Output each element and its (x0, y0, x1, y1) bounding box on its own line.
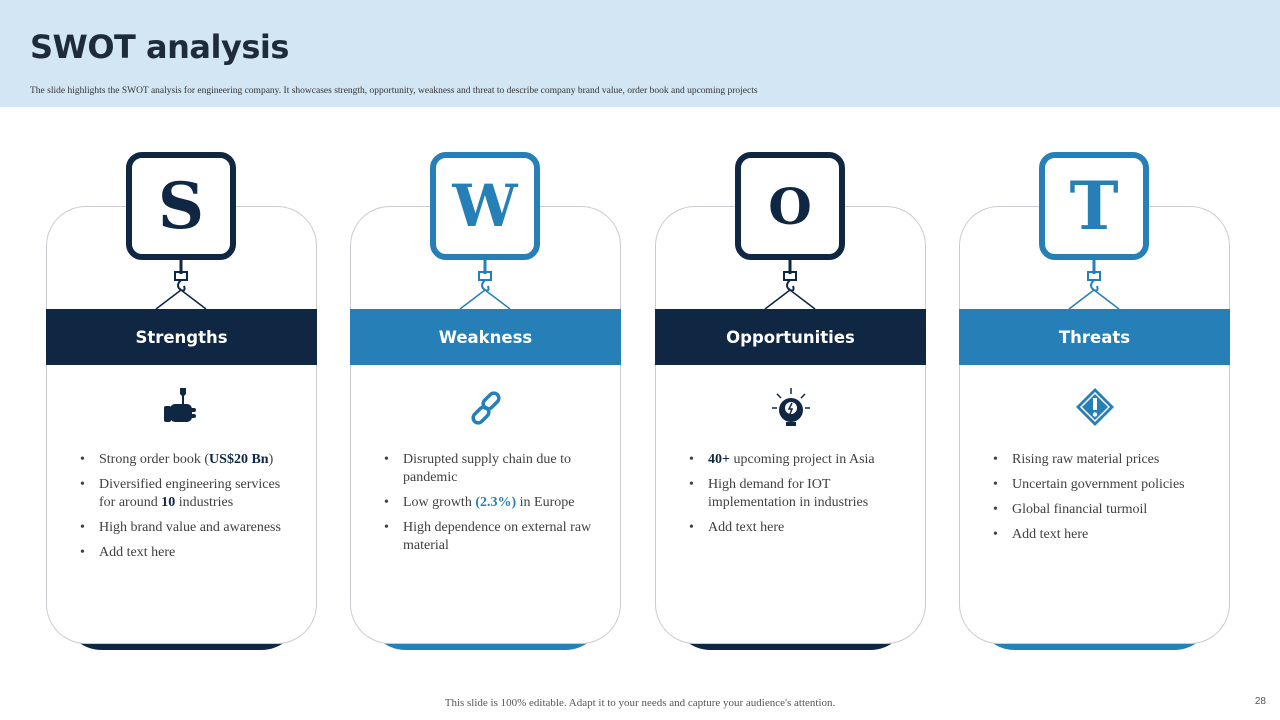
bullet-list (993, 451, 1203, 551)
bullet-item (80, 476, 290, 512)
bullet-highlight: 40+ (708, 452, 730, 467)
bullet-text: Add text here (99, 545, 176, 560)
letter-box-o (735, 152, 845, 260)
bullet-item (993, 451, 1203, 469)
bullet-highlight: 10 (161, 495, 176, 510)
bullet-list (80, 451, 290, 569)
card-header-band (959, 309, 1230, 365)
bullet-item (80, 451, 290, 469)
hanger-hook-icon (46, 258, 317, 312)
card-header-band (350, 309, 621, 365)
swot-card-weakness (350, 172, 621, 644)
hanger-hook-icon (959, 258, 1230, 312)
page-title: SWOT analysis (30, 28, 289, 66)
letter-box-w (430, 152, 540, 260)
bullet-text: industries (175, 495, 234, 510)
page-number: 28 (1254, 696, 1266, 707)
bullet-item (384, 451, 594, 487)
letter-box-t (1039, 152, 1149, 260)
bullet-text: Rising raw material prices (1012, 452, 1160, 467)
bullet-item (689, 476, 899, 512)
bullet-text: in Europe (516, 495, 575, 510)
bullet-text: upcoming project in Asia (729, 452, 875, 467)
bullet-list (384, 451, 594, 562)
bullet-highlight: US$20 Bn (209, 452, 269, 467)
bullet-text: High dependence on external raw material (403, 520, 592, 553)
card-label: Weakness (438, 327, 533, 347)
bullet-text: High brand value and awareness (99, 520, 281, 535)
swot-letter: O (768, 176, 812, 236)
bullet-list (689, 451, 899, 544)
swot-letter: W (452, 172, 518, 240)
bullet-text: High demand for IOT implementation in industries (708, 477, 869, 510)
bullet-text: Disrupted supply chain due to pandemic (403, 452, 571, 485)
card-header-band (46, 309, 317, 365)
bullet-item (80, 519, 290, 537)
swot-letter: T (1069, 167, 1119, 245)
broken-chain-icon (464, 386, 508, 430)
bullet-text: ) (268, 452, 274, 467)
wrench-in-hand-icon (160, 386, 204, 430)
footer-note: This slide is 100% editable. Adapt it to your needs and capture your audience's attention. (444, 697, 836, 709)
bullet-text: Diversified engineering services for around (99, 477, 281, 510)
bullet-text: Strong order book ( (99, 452, 210, 467)
warning-diamond-icon (1073, 386, 1117, 430)
bullet-item (689, 519, 899, 537)
bullet-text: Uncertain government policies (1012, 477, 1185, 492)
page-subtitle: The slide highlights the SWOT analysis for engineering company. It showcases strength, opportunity, weakness and threat to describe company brand value, order book and upcoming projects (30, 86, 758, 96)
bullet-item (384, 494, 594, 512)
card-header-band (655, 309, 926, 365)
card-label: Opportunities (726, 327, 855, 347)
bullet-item (689, 451, 899, 469)
bullet-item (993, 526, 1203, 544)
bullet-highlight: (2.3%) (475, 495, 517, 510)
swot-letter: S (157, 168, 205, 244)
bullet-text: Global financial turmoil (1012, 502, 1148, 517)
card-label: Strengths (135, 327, 228, 347)
card-label: Threats (1058, 327, 1131, 347)
bullet-text: Low growth (403, 495, 476, 510)
letter-box-s (126, 152, 236, 260)
bullet-item (80, 544, 290, 562)
swot-card-threats (959, 167, 1230, 644)
idea-gear-icon (769, 386, 813, 430)
swot-card-opportunities (655, 176, 926, 644)
bullet-item (993, 501, 1203, 519)
hanger-hook-icon (350, 258, 621, 312)
bullet-item (993, 476, 1203, 494)
bullet-text: Add text here (1012, 527, 1089, 542)
hanger-hook-icon (655, 258, 926, 312)
bullet-text: Add text here (708, 520, 785, 535)
bullet-item (384, 519, 594, 555)
swot-card-strengths (46, 168, 317, 644)
header-banner (0, 0, 1280, 107)
